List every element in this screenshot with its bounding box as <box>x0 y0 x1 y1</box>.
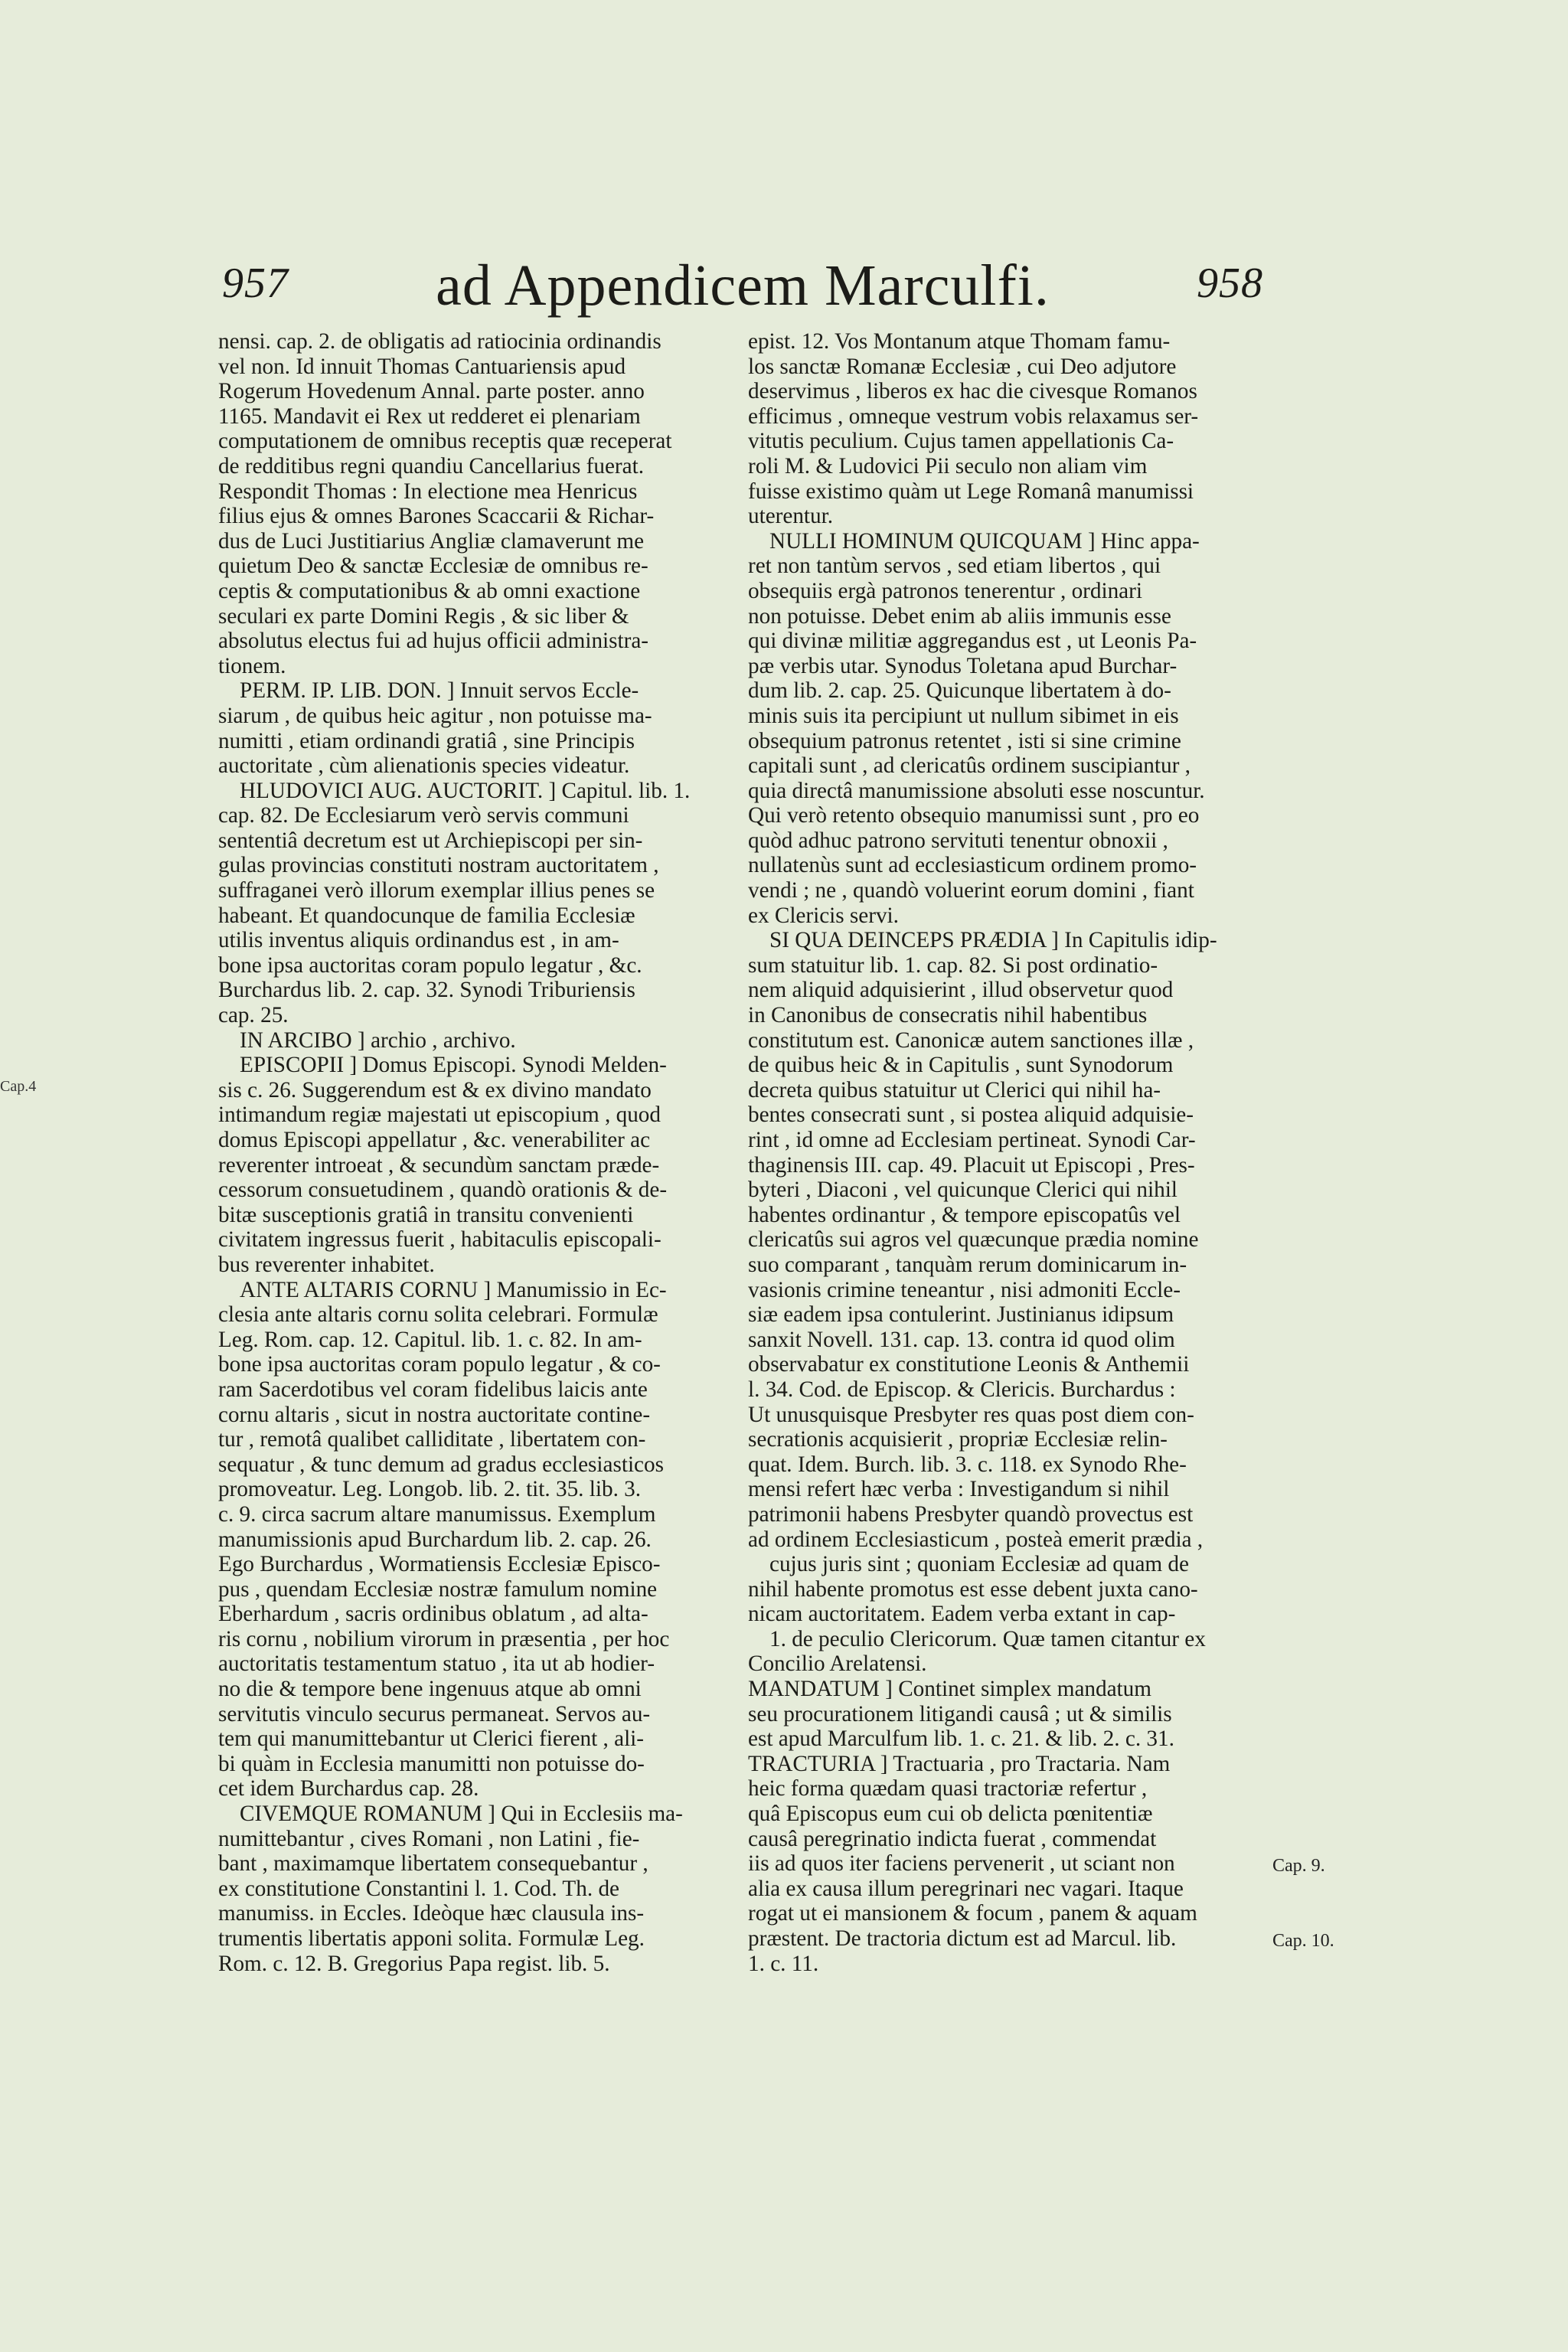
text-line: NULLI HOMINUM QUICQUAM ] Hinc appa- <box>769 528 1200 554</box>
text-line: vasionis crimine teneantur , nisi admoniti Eccle- <box>748 1277 1181 1302</box>
text-line: sanxit Novell. 131. cap. 13. contra id quod olim <box>748 1327 1175 1352</box>
text-line: ris cornu , nobilium virorum in præsentia , per hoc <box>218 1626 670 1651</box>
text-line: Rogerum Hovedenum Annal. parte poster. anno <box>218 379 645 404</box>
text-line: tem qui manumittebantur ut Clerici fierent , ali- <box>218 1726 645 1752</box>
text-line: ret non tantùm servos , sed etiam libertos , qui <box>748 554 1161 579</box>
text-line: uterentur. <box>748 504 834 529</box>
text-line: alia ex causa illum peregrinari nec vagari. Itaque <box>748 1876 1184 1901</box>
text-line: sis c. 26. Suggerendum est & ex divino mandato <box>218 1077 652 1102</box>
running-title: ad Appendicem Marculfi. <box>436 253 1050 318</box>
text-line: vendi ; ne , quandò voluerint eorum domini , fiant <box>748 878 1194 903</box>
text-line: sequatur , & tunc demum ad gradus ecclesiasticos <box>218 1452 664 1477</box>
edge-margin-mark: Cap.4 <box>0 1078 37 1095</box>
text-line: ex Clericis servi. <box>748 903 899 928</box>
text-line: nensi. cap. 2. de obligatis ad ratiocinia ordinandis <box>218 329 662 354</box>
text-line: qui divinæ militiæ aggregandus est , ut Leonis Pa- <box>748 629 1197 654</box>
text-line: auctoritatis testamentum statuo , ita ut ab hodier- <box>218 1651 655 1677</box>
text-line: sententiâ decretum est ut Archiepiscopi per sin- <box>218 828 643 853</box>
text-line: manumissionis apud Burchardum lib. 2. cap. 26. <box>218 1527 652 1552</box>
text-line: seculari ex parte Domini Regis , & sic liber & <box>218 603 629 629</box>
text-line: heic forma quædam quasi tractoriæ refertur , <box>748 1776 1148 1802</box>
text-line: EPISCOPII ] Domus Episcopi. Synodi Melden- <box>240 1053 667 1078</box>
text-line: numitti , etiam ordinandi gratiâ , sine Principis <box>218 728 635 753</box>
text-line: rint , id omne ad Ecclesiam pertineat. Synodi Car- <box>748 1128 1196 1152</box>
text-line: 1. c. 11. <box>748 1951 819 1976</box>
text-line: rogat ut ei mansionem & focum , panem & aquam <box>748 1901 1197 1926</box>
left-column <box>218 329 724 1976</box>
text-line: Rom. c. 12. B. Gregorius Papa regist. lib. 5. <box>218 1951 610 1976</box>
text-line: nihil habente promotus est esse debent juxta cano- <box>748 1576 1198 1602</box>
text-line: secrationis acquisierit , propriæ Ecclesiæ relin- <box>748 1427 1168 1452</box>
text-line: suffraganei verò illorum exemplar illius penes se <box>218 878 655 903</box>
text-line: tur , remotâ qualibet calliditate , libertatem con- <box>218 1427 646 1452</box>
text-line: de quibus heic & in Capitulis , sunt Synodorum <box>748 1053 1174 1078</box>
text-line: habeant. Et quandocunque de familia Ecclesiæ <box>218 903 635 928</box>
text-line: c. 9. circa sacrum altare manumissus. Exemplum <box>218 1501 656 1527</box>
text-line: TRACTURIA ] Tractuaria , pro Tractaria. Nam <box>748 1751 1171 1776</box>
text-line: quâ Episcopus eum cui ob delicta pœnitentiæ <box>748 1802 1153 1827</box>
text-line: quat. Idem. Burch. lib. 3. c. 118. ex Synodo Rhe- <box>748 1452 1187 1477</box>
text-line: servitutis vinculo securus permaneat. Servos au- <box>218 1701 651 1726</box>
text-line: epist. 12. Vos Montanum atque Thomam famu- <box>748 329 1171 354</box>
text-line: sum statuitur lib. 1. cap. 82. Si post ordinatio- <box>748 952 1158 978</box>
text-line: roli M. & Ludovici Pii seculo non aliam vim <box>748 453 1148 479</box>
text-line: vitutis peculium. Cujus tamen appellationis Ca- <box>748 429 1174 454</box>
text-line: vel non. Id innuit Thomas Cantuariensis apud <box>218 354 626 379</box>
text-line: ad ordinem Ecclesiasticum , posteà emerit prædia , <box>748 1527 1204 1552</box>
text-line: nullatenùs sunt ad ecclesiasticum ordinem promo- <box>748 853 1197 878</box>
text-line: fuisse existimo quàm ut Lege Romanâ manumissi <box>748 479 1194 504</box>
text-line: minis suis ita percipiunt ut nullum sibimet in eis <box>748 703 1179 728</box>
text-line: l. 34. Cod. de Episcop. & Clericis. Burchardus : <box>748 1377 1176 1402</box>
text-line: cap. 82. De Ecclesiarum verò servis communi <box>218 803 629 828</box>
text-line: ram Sacerdotibus vel coram fidelibus laicis ante <box>218 1377 648 1402</box>
text-line: habentes ordinantur , & tempore episcopatûs vel <box>748 1202 1181 1227</box>
text-line: constitutum est. Canonicæ autem sanctiones illæ , <box>748 1027 1194 1053</box>
text-line: MANDATUM ] Continet simplex mandatum <box>748 1677 1152 1702</box>
text-line: observabatur ex constitutione Leonis & Anthemii <box>748 1352 1190 1377</box>
text-line: siæ eadem ipsa contulerint. Justinianus idipsum <box>748 1302 1174 1328</box>
text-line: iis ad quos iter faciens pervenerit , ut sciant non <box>748 1851 1175 1877</box>
text-line: quòd adhuc patrono servituti tenentur obnoxii , <box>748 828 1168 853</box>
text-line: seu procurationem litigandi causâ ; ut & similis <box>748 1701 1172 1726</box>
text-line: Leg. Rom. cap. 12. Capitul. lib. 1. c. 82. In am- <box>218 1327 642 1352</box>
margin-note-cap-9: Cap. 9. <box>1272 1856 1325 1876</box>
text-line: no die & tempore bene ingenuus atque ab omni <box>218 1677 642 1702</box>
text-line: suo comparant , tanquàm rerum dominicarum in- <box>748 1252 1187 1277</box>
text-line: obsequiis ergà patronos tenerentur , ordinari <box>748 578 1142 603</box>
text-line: SI QUA DEINCEPS PRÆDIA ] In Capitulis idip- <box>769 928 1217 953</box>
text-line: trumentis libertatis apponi solita. Formulæ Leg. <box>218 1926 645 1951</box>
text-line: nem aliquid adquisierint , illud observetur quod <box>748 978 1174 1003</box>
text-line: quia directâ manumissione absoluti esse noscuntur. <box>748 778 1205 803</box>
text-line: obsequium patronus retentet , isti si sine crimine <box>748 728 1181 753</box>
text-line: ANTE ALTARIS CORNU ] Manumissio in Ec- <box>240 1277 667 1302</box>
text-line: bi quàm in Ecclesia manumitti non potuisse do- <box>218 1751 645 1776</box>
text-line: bentes consecrati sunt , si postea aliquid adquisie- <box>748 1102 1194 1128</box>
text-line: non potuisse. Debet enim ab aliis immunis esse <box>748 603 1171 629</box>
text-line: præstent. De tractoria dictum est ad Marcul. lib. <box>748 1926 1177 1951</box>
page-number-left: 957 <box>222 260 289 307</box>
text-line: Concilio Arelatensi. <box>748 1651 927 1677</box>
text-line: bant , maximamque libertatem consequebantur , <box>218 1851 648 1877</box>
text-line: bone ipsa auctoritas coram populo legatur , & co- <box>218 1352 661 1377</box>
text-line: civitatem ingressus fuerit , habitaculis episcopali- <box>218 1227 662 1253</box>
text-line: manumiss. in Eccles. Ideòque hæc clausula ins- <box>218 1901 645 1926</box>
text-line: est apud Marculfum lib. 1. c. 21. & lib. 2. c. 31. <box>748 1726 1174 1752</box>
text-line: cornu altaris , sicut in nostra auctoritate contine- <box>218 1402 651 1427</box>
text-line: in Canonibus de consecratis nihil habentibus <box>748 1003 1148 1028</box>
text-line: pus , quendam Ecclesiæ nostræ famulum nomine <box>218 1576 658 1602</box>
text-line: los sanctæ Romanæ Ecclesiæ , cui Deo adjutore <box>748 354 1177 379</box>
text-line: cet idem Burchardus cap. 28. <box>218 1776 479 1802</box>
text-line: tionem. <box>218 653 286 678</box>
text-line: 1165. Mandavit ei Rex ut redderet ei plenariam <box>218 403 641 429</box>
text-line: Qui verò retento obsequio manumissi sunt , pro eo <box>748 803 1200 828</box>
text-line: 1. de peculio Clericorum. Quæ tamen citantur ex <box>769 1626 1206 1651</box>
text-line: gulas provincias constituti nostram auctoritatem , <box>218 853 659 878</box>
text-line: auctoritate , cùm alienationis species videatur. <box>218 753 630 779</box>
text-line: pæ verbis utar. Synodus Toletana apud Burchar- <box>748 653 1178 678</box>
text-line: ceptis & computationibus & ab omni exactione <box>218 578 641 603</box>
text-line: siarum , de quibus heic agitur , non potuisse ma- <box>218 703 652 728</box>
text-line: patrimonii habens Presbyter quandò provectus est <box>748 1501 1194 1527</box>
text-line: ex constitutione Constantini l. 1. Cod. Th. de <box>218 1876 619 1901</box>
text-line: bus reverenter inhabitet. <box>218 1252 435 1277</box>
text-line: mensi refert hæc verba : Investigandum si nihil <box>748 1477 1170 1502</box>
text-line: cap. 25. <box>218 1003 289 1028</box>
text-line: bone ipsa auctoritas coram populo legatur , &c. <box>218 952 642 978</box>
text-line: computationem de omnibus receptis quæ receperat <box>218 429 672 454</box>
text-line: CIVEMQUE ROMANUM ] Qui in Ecclesiis ma- <box>240 1802 683 1827</box>
text-line: dum lib. 2. cap. 25. Quicunque libertatem à do- <box>748 678 1171 704</box>
text-line: bitæ susceptionis gratiâ in transitu convenienti <box>218 1202 634 1227</box>
text-line: quietum Deo & sanctæ Ecclesiæ de omnibus re- <box>218 554 648 579</box>
text-line: Ut unusquisque Presbyter res quas post diem con- <box>748 1402 1194 1427</box>
text-line: utilis inventus aliquis ordinandus est , in am- <box>218 928 619 953</box>
text-line: nicam auctoritatem. Eadem verba extant in cap- <box>748 1602 1176 1627</box>
page-number-right: 958 <box>1197 260 1263 307</box>
text-line: thaginensis III. cap. 49. Placuit ut Episcopi , Pres- <box>748 1152 1195 1178</box>
text-line: clericatûs sui agros vel quæcunque prædia nomine <box>748 1227 1199 1253</box>
text-line: cujus juris sint ; quoniam Ecclesiæ ad quam de <box>769 1552 1189 1577</box>
text-line: numittebantur , cives Romani , non Latini , fie- <box>218 1826 640 1851</box>
text-line: de redditibus regni quandiu Cancellarius fuerat. <box>218 453 645 479</box>
text-line: Ego Burchardus , Wormatiensis Ecclesiæ Episco- <box>218 1552 661 1577</box>
text-line: Burchardus lib. 2. cap. 32. Synodi Triburiensis <box>218 978 635 1003</box>
text-line: efficimus , omneque vestrum vobis relaxamus ser- <box>748 403 1199 429</box>
text-line: PERM. IP. LIB. DON. ] Innuit servos Eccle- <box>240 678 639 704</box>
text-line: dus de Luci Justitiarius Angliæ clamaverunt me <box>218 528 645 554</box>
text-line: absolutus electus fui ad hujus officii administra- <box>218 629 649 654</box>
margin-note-cap-10: Cap. 10. <box>1272 1931 1334 1951</box>
text-line: decreta quibus statuitur ut Clerici qui nihil ha- <box>748 1077 1161 1102</box>
text-line: promoveatur. Leg. Longob. lib. 2. tit. 35. lib. 3. <box>218 1477 642 1502</box>
text-line: Eberhardum , sacris ordinibus oblatum , ad alta- <box>218 1602 648 1627</box>
text-line: reverenter introeat , & secundùm sanctam præde- <box>218 1152 660 1178</box>
text-line: clesia ante altaris cornu solita celebrari. Formulæ <box>218 1302 658 1328</box>
text-line: cessorum consuetudinem , quandò orationis & de- <box>218 1178 668 1203</box>
text-line: deservimus , liberos ex hac die civesque Romanos <box>748 379 1197 404</box>
text-line: filius ejus & omnes Barones Scaccarii & Richar- <box>218 504 655 529</box>
text-line: byteri , Diaconi , vel quicunque Clerici qui nihil <box>748 1178 1178 1203</box>
text-line: domus Episcopi appellatur , &c. venerabiliter ac <box>218 1128 651 1152</box>
text-line: capitali sunt , ad clericatûs ordinem suscipiantur , <box>748 753 1191 779</box>
text-line: intimandum regiæ majestati ut episcopium , quod <box>218 1102 661 1128</box>
text-line: HLUDOVICI AUG. AUCTORIT. ] Capitul. lib. 1. <box>240 778 691 803</box>
text-line: IN ARCIBO ] archio , archivo. <box>240 1027 516 1053</box>
text-line: causâ peregrinatio indicta fuerat , commendat <box>748 1826 1157 1851</box>
text-line: Respondit Thomas : In electione mea Henricus <box>218 479 638 504</box>
right-column <box>748 329 1253 1976</box>
page-header <box>222 253 1263 322</box>
